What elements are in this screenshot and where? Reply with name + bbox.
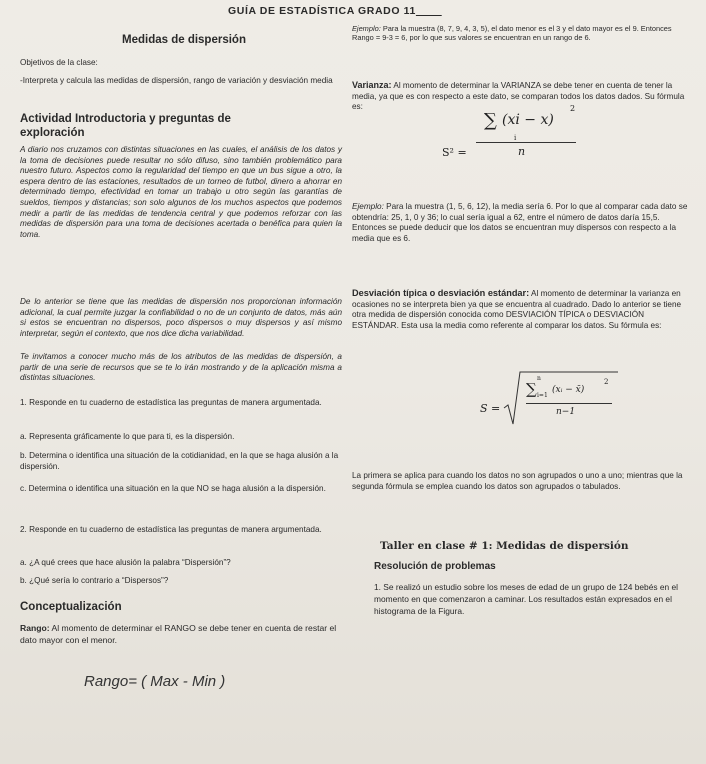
- activity-title-line1: Actividad Introductoria y preguntas de: [20, 113, 231, 125]
- sd-formula: [480, 370, 620, 430]
- taller-title: Taller en clase # 1: Medidas de dispersión: [380, 540, 629, 552]
- worksheet-title: [228, 5, 442, 17]
- intro-paragraph: A diario nos cruzamos con distintas situaciones en las cuales, el análisis de los datos y la toma de decisiones puede resultar no sólo difuso, sino también problemático para nuestro futuro. Aspectos como la regularidad del tiempo en que un bus sigue a otro, la espera dentro de las estaciones, resultados de un torneo de futbol, dinero a ahorrar en determinado tiempo, efectividad en tomar un trabajo u otro según las garantías de sueldos, tiempos y distancias; son solo algunos de los muchos aspectos que podemos medir a partir de las medidas de tendencia central y que podemos reforzar con las medidas de dispersión para una toma de decisiones acertada o benéfica para quien la toma.: [20, 145, 342, 239]
- variance-formula-index: i: [514, 134, 517, 142]
- title-blank: ____: [415, 5, 442, 17]
- variance-formula-exponent: 2: [570, 104, 576, 113]
- example-1: [352, 24, 692, 42]
- problem-1: 1. Se realizó un estudio sobre los meses de edad de un grupo de 124 bebés en el momento en que comenzaron a caminar. Los resultados están expresados en el histograma de la Figura.: [374, 582, 679, 616]
- sd-formula-exponent: 2: [604, 378, 609, 386]
- activity-title-line2: exploración: [20, 127, 85, 139]
- question-1: 1. Responde en tu cuaderno de estadística las preguntas de manera argumentada.: [20, 398, 322, 407]
- sd-formula-denominator: n−1: [556, 407, 576, 417]
- question-1a: a. Representa gráficamente lo que para ti, es la dispersión.: [20, 432, 235, 441]
- sd-formula-sum: ∑: [526, 380, 537, 398]
- desviacion-definition: [352, 288, 692, 331]
- variance-formula: [436, 106, 586, 166]
- desviacion-text: Al momento de determinar la varianza en ocasiones no se interpreta bien ya que se encuentra al cuadrado. Dado lo anterior se tiene otra medida de dispersión conocida como DESVIACIÓN TÍPICA o DESVIACIÓN ESTÁNDAR. Esta usa la media como referente al comparar los datos. Su fórmula es:: [352, 289, 682, 330]
- rango-text: Al momento de determinar el RANGO se debe tener en cuenta de restar el dato mayor con el menor.: [20, 623, 337, 645]
- title-text: GUÍA DE ESTADÍSTICA GRADO 11: [228, 5, 416, 17]
- example-1-text: Para la muestra (8, 7, 9, 4, 3, 5), el dato menor es el 3 y el dato mayor es el 9. Entonces Rango = 9-3 = 6, por lo que sus valores se encuentran en un rango de 6.: [352, 24, 672, 42]
- example-2-label: Ejemplo:: [352, 202, 384, 211]
- example-2-text: Para la muestra (1, 5, 6, 12), la media sería 6. Por lo que al comparar cada dato se obtendría: 25, 1, 0 y 36; lo cual sería igual a 62, entre el número de datos daría 15,5. Entonces se puede deducir que los datos se encuentran muy dispersos con respecto a la media que es 6.: [352, 202, 688, 243]
- sd-fraction-bar: [526, 403, 612, 404]
- section-title: Medidas de dispersión: [122, 34, 246, 46]
- rango-definition: [20, 622, 340, 646]
- objectives-text: -Interpreta y calcula las medidas de dispersión, rango de variación y desviación media: [20, 76, 333, 85]
- sd-formula-s: S =: [480, 402, 501, 415]
- sd-radical-sign: [502, 370, 620, 428]
- variance-formula-numerator: (xi − x): [502, 112, 554, 128]
- varianza-text: Al momento de determinar la VARIANZA se debe tener en cuenta de tener la media, ya que es con respecto a este dato, se comparan todos los datos dados. Su fórmula es:: [352, 81, 685, 112]
- second-paragraph: De lo anterior se tiene que las medidas de dispersión nos proporcionan información adicional, la cual permite juzgar la confiabilidad o no de un conjunto de datos, más aún si estos se encuentran no dispersos, poco dispersos o muy dispersos y así mismo interpretar, según el contexto, que nos dice dicha variabilidad.: [20, 297, 342, 338]
- sd-formula-lower-limit: i=1: [537, 392, 548, 399]
- resolution-title: Resolución de problemas: [374, 561, 496, 572]
- formula-note: La primera se aplica para cuando los datos no son agrupados o uno a uno; mientras que la segunda fórmula se emplea cuando los datos son agrupados o tabulados.: [352, 471, 683, 491]
- question-2b: b. ¿Qué sería lo contrario a “Dispersos”?: [20, 576, 169, 585]
- sd-formula-numerator: (xᵢ − x̄): [552, 385, 585, 395]
- variance-formula-sum: ∑: [484, 110, 497, 131]
- invite-paragraph: Te invitamos a conocer mucho más de los atributos de las medidas de dispersión, a partir de una serie de recursos que se te lo irán mostrando y de la aplicación misma a distintas situaciones.: [20, 352, 342, 383]
- variance-formula-s2: S² =: [442, 146, 467, 159]
- variance-formula-denominator: n: [518, 145, 526, 158]
- example-1-label: Ejemplo:: [352, 24, 381, 33]
- question-1b: b. Determina o identifica una situación de la cotidianidad, en la que se haga alusión a la dispersión.: [20, 451, 339, 471]
- objectives-label: Objetivos de la clase:: [20, 58, 98, 67]
- desviacion-label: Desviación típica o desviación estándar:: [352, 288, 530, 298]
- question-2: 2. Responde en tu cuaderno de estadística las preguntas de manera argumentada.: [20, 525, 322, 534]
- sd-formula-upper-limit: n: [537, 375, 541, 382]
- concept-title: Conceptualización: [20, 601, 122, 613]
- question-1c: c. Determina o identifica una situación en la que NO se haga alusión a la dispersión.: [20, 484, 326, 493]
- variance-fraction-bar: [476, 142, 576, 143]
- varianza-label: Varianza:: [352, 80, 392, 90]
- rango-formula: Rango= ( Max - Min ): [84, 673, 226, 690]
- rango-label: Rango:: [20, 623, 50, 633]
- question-2a: a. ¿A qué crees que hace alusión la palabra “Dispersión”?: [20, 558, 231, 567]
- example-2: [352, 202, 692, 244]
